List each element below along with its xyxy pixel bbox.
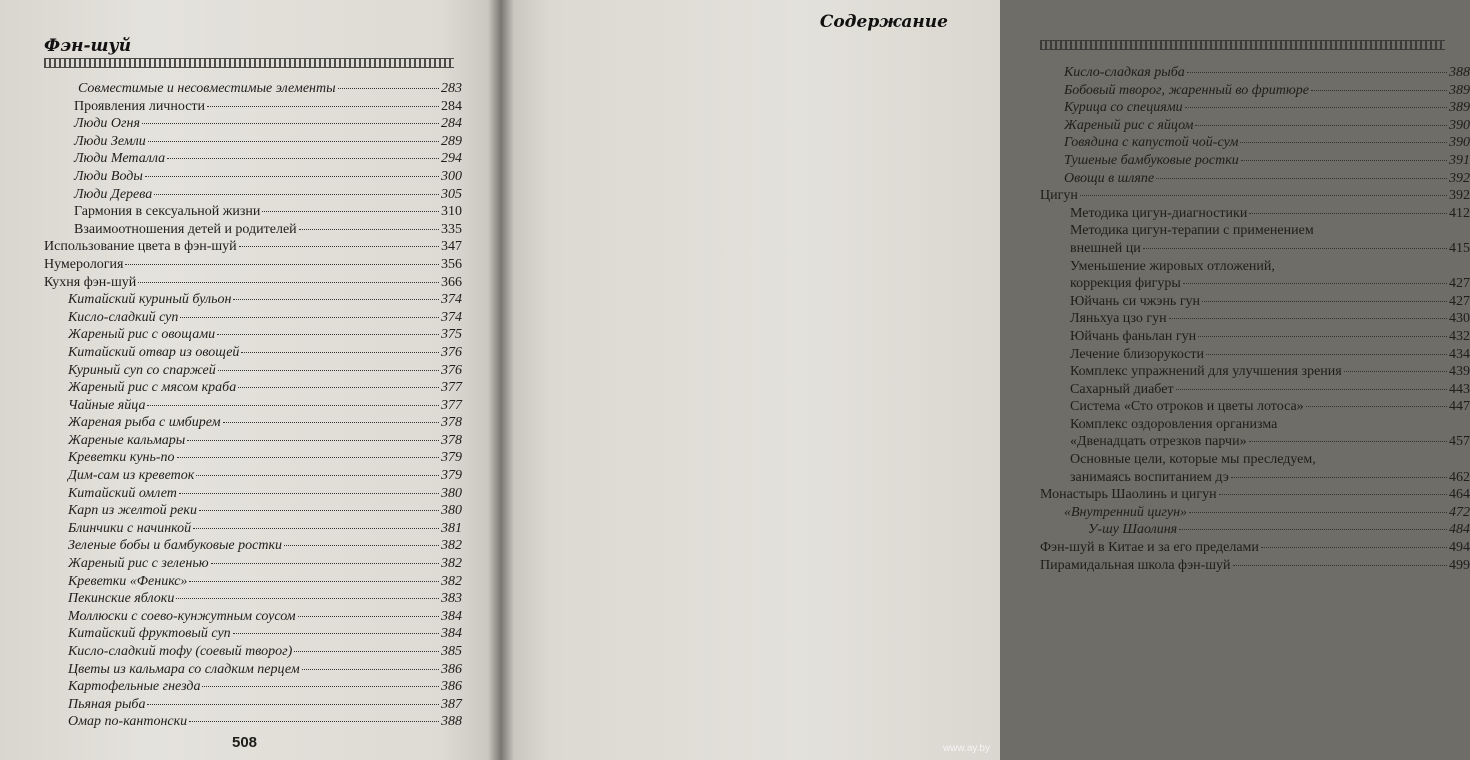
toc-entry-title: Китайский омлет xyxy=(68,485,177,501)
dot-leader xyxy=(211,563,439,564)
toc-entry-page: 376 xyxy=(441,362,462,378)
toc-entry-title: Юйчань фаньлан гун xyxy=(1070,328,1197,344)
toc-entry-title: Проявления личности xyxy=(74,98,206,114)
toc-entry xyxy=(1040,539,1470,557)
toc-entry xyxy=(44,150,462,168)
dot-leader xyxy=(125,264,439,265)
dot-leader xyxy=(189,721,439,722)
toc-entry xyxy=(44,115,462,133)
toc-entry xyxy=(1040,293,1470,311)
dot-leader xyxy=(1231,477,1447,478)
dot-leader xyxy=(302,669,439,670)
dot-leader xyxy=(199,510,439,511)
toc-entry-page: 472 xyxy=(1449,504,1470,520)
toc-entry-title: коррекция фигуры xyxy=(1070,276,1181,292)
toc-entry-page: 378 xyxy=(441,432,462,448)
running-head-left: Фэн-шуй xyxy=(44,36,132,56)
toc-entry xyxy=(44,608,462,626)
dot-leader xyxy=(1143,248,1447,249)
dot-leader xyxy=(1241,160,1447,161)
dot-leader xyxy=(1249,213,1447,214)
dot-leader xyxy=(1189,512,1447,513)
toc-entry-page: 412 xyxy=(1449,205,1470,221)
toc-entry-page: 378 xyxy=(441,415,462,431)
toc-entry-title: Цигун xyxy=(1040,188,1078,204)
toc-entry xyxy=(1040,275,1470,293)
toc-entry-page: 347 xyxy=(441,239,462,255)
toc-entry xyxy=(44,186,462,204)
toc-entry-page: 385 xyxy=(441,644,462,659)
dot-leader xyxy=(176,598,439,599)
toc-entry xyxy=(44,678,462,696)
toc-entry-page: 464 xyxy=(1449,487,1470,503)
toc-entry-page: 389 xyxy=(1449,100,1470,116)
dot-leader xyxy=(1198,336,1447,337)
toc-entry-page: 386 xyxy=(441,679,462,695)
toc-entry xyxy=(1040,346,1470,364)
dot-leader xyxy=(218,370,439,371)
toc-entry xyxy=(44,590,462,608)
toc-entry-page: 335 xyxy=(441,221,462,237)
dot-leader xyxy=(1344,371,1447,372)
ornament-border-left xyxy=(44,58,454,68)
dot-leader xyxy=(1219,494,1447,495)
toc-entry xyxy=(1040,557,1470,575)
toc-entry-page: 283 xyxy=(441,81,462,96)
dot-leader xyxy=(217,334,439,335)
dot-leader xyxy=(1195,125,1447,126)
toc-entry-title: Дим-сам из креветок xyxy=(68,468,195,484)
toc-entry-title: Система «Сто отроков и цветы лотоса» xyxy=(1070,399,1304,415)
toc-entry-title: Куриный суп со спаржей xyxy=(68,362,216,378)
toc-entry-title: Люди Металла xyxy=(74,151,166,167)
toc-entry xyxy=(44,537,462,555)
toc-entry-page: 427 xyxy=(1449,276,1470,292)
toc-entry-page: 390 xyxy=(1449,117,1470,133)
toc-entry-page: 388 xyxy=(441,714,462,730)
toc-entry xyxy=(44,467,462,485)
toc-entry xyxy=(44,309,462,327)
toc-entry xyxy=(1040,170,1470,188)
toc-entry-title: Комплекс упражнений для улучшения зрения xyxy=(1070,364,1342,380)
toc-entry-continuation: Основные цели, которые мы преследуем, xyxy=(1070,452,1316,468)
toc-entry xyxy=(1040,205,1470,223)
toc-entry-page: 392 xyxy=(1449,188,1470,204)
toc-entry-title: Пьяная рыба xyxy=(68,696,146,712)
toc-entry-title: «Внутренний цигун» xyxy=(1064,504,1188,520)
toc-entry xyxy=(1040,521,1470,539)
toc-entry xyxy=(44,291,462,309)
toc-entry-page: 377 xyxy=(441,397,462,413)
toc-entry xyxy=(44,573,462,591)
toc-entry-title: Блинчики с начинкой xyxy=(68,520,192,536)
dot-leader xyxy=(142,123,439,124)
toc-entry-title: Овощи в шляпе xyxy=(1064,170,1155,186)
toc-entry-title: Моллюски с соево-кунжутным соусом xyxy=(68,608,296,624)
toc-entry-title: Кухня фэн-шуй xyxy=(44,274,137,290)
toc-entry xyxy=(44,713,462,731)
dot-leader xyxy=(145,176,439,177)
toc-entry-title: Взаимоотношения детей и родителей xyxy=(74,221,297,237)
dot-leader xyxy=(1080,195,1447,196)
dot-leader xyxy=(148,141,439,142)
toc-entry xyxy=(44,485,462,503)
toc-entry-title: Жареная рыба с имбирем xyxy=(68,415,221,431)
dot-leader xyxy=(1185,107,1447,108)
toc-entry-title: Зеленые бобы и бамбуковые ростки xyxy=(68,538,283,554)
toc-entry xyxy=(44,362,462,380)
page-number: 508 xyxy=(232,734,258,751)
toc-entry-page: 366 xyxy=(441,274,462,290)
toc-entry-page: 443 xyxy=(1449,381,1470,397)
toc-entry xyxy=(1040,310,1470,328)
dot-leader xyxy=(189,581,439,582)
dot-leader xyxy=(202,686,439,687)
dot-leader xyxy=(177,457,439,458)
dot-leader xyxy=(1202,301,1447,302)
toc-entry-title: Жареный рис с овощами xyxy=(68,327,216,343)
toc-entry xyxy=(44,256,462,274)
watermark: www.ay.by xyxy=(942,743,990,754)
toc-entry-page: 383 xyxy=(441,591,462,607)
toc-entry-page: 462 xyxy=(1449,469,1470,485)
toc-entry-page: 388 xyxy=(1449,65,1470,80)
toc-entry-title: Чайные яйца xyxy=(68,397,146,413)
dot-leader xyxy=(262,211,439,212)
dot-leader xyxy=(1240,142,1447,143)
toc-entry-page: 374 xyxy=(441,309,462,325)
toc-entry-title: Тушеные бамбуковые ростки xyxy=(1064,152,1239,168)
toc-entry-page: 382 xyxy=(441,538,462,554)
toc-entry-page: 457 xyxy=(1449,434,1470,450)
toc-entry-title: Кисло-сладкая рыба xyxy=(1064,65,1185,80)
toc-entry-title: Нумерология xyxy=(44,256,124,272)
toc-entry-title: Курица со специями xyxy=(1064,100,1183,116)
toc-entry-title: Бобовый творог, жаренный во фритюре xyxy=(1064,82,1309,98)
dot-leader xyxy=(1187,72,1447,73)
toc-entry-page: 356 xyxy=(441,256,462,272)
dot-leader xyxy=(1179,529,1447,530)
toc-entry-page: 377 xyxy=(441,380,462,396)
toc-entry-page: 284 xyxy=(441,116,462,132)
toc-entry-title: Сахарный диабет xyxy=(1070,381,1174,397)
toc-entry-page: 391 xyxy=(1449,152,1470,168)
toc-entry-title: Пекинские яблоки xyxy=(68,591,175,607)
toc-entry xyxy=(1040,240,1470,258)
dot-leader xyxy=(207,106,439,107)
toc-entry-title: Говядина с капустой чой-сум xyxy=(1064,135,1239,151)
toc-entry-title: Кисло-сладкий тофу (соевый творог) xyxy=(68,644,293,659)
toc-entry xyxy=(1040,117,1470,135)
toc-entry xyxy=(44,625,462,643)
toc-list-left xyxy=(44,80,462,731)
dot-leader xyxy=(233,299,439,300)
dot-leader xyxy=(233,633,439,634)
toc-entry-title: Люди Земли xyxy=(74,133,146,149)
toc-entry-page: 380 xyxy=(441,503,462,519)
dot-leader xyxy=(1206,354,1447,355)
toc-entry-title: Жареный рис с мясом краба xyxy=(68,380,237,396)
dot-leader xyxy=(223,422,439,423)
toc-entry-title: Совместимые и несовместимые элементы xyxy=(78,81,336,96)
dot-leader xyxy=(187,440,439,441)
toc-entry xyxy=(44,397,462,415)
toc-entry xyxy=(1040,99,1470,117)
toc-entry-page: 310 xyxy=(441,204,462,220)
toc-entry xyxy=(44,432,462,450)
toc-entry-page: 386 xyxy=(441,661,462,677)
toc-entry-page: 434 xyxy=(1449,346,1470,362)
dot-leader xyxy=(238,387,439,388)
toc-entry-page: 390 xyxy=(1449,135,1470,151)
toc-entry-page: 392 xyxy=(1449,170,1470,186)
toc-entry xyxy=(44,379,462,397)
dot-leader xyxy=(1261,547,1447,548)
toc-entry-page: 294 xyxy=(441,151,462,167)
toc-entry-page: 384 xyxy=(441,626,462,642)
dot-leader xyxy=(196,475,439,476)
toc-entry xyxy=(44,168,462,186)
toc-entry-title: Карп из желтой реки xyxy=(68,503,197,519)
toc-entry xyxy=(44,133,462,151)
toc-entry-title: Юйчань си чжэнь гун xyxy=(1070,293,1201,309)
dot-leader xyxy=(167,158,439,159)
toc-entry xyxy=(1040,486,1470,504)
dot-leader xyxy=(284,545,439,546)
toc-entry xyxy=(44,274,462,292)
toc-entry-title: У-шу Шаолиня xyxy=(1088,522,1178,538)
toc-entry-title: Лечение близорукости xyxy=(1070,346,1204,362)
dot-leader xyxy=(299,229,439,230)
dot-leader xyxy=(193,528,439,529)
dot-leader xyxy=(1176,389,1447,390)
toc-entry-title: Цветы из кальмара со сладким перцем xyxy=(68,661,300,677)
dot-leader xyxy=(241,352,439,353)
dot-leader xyxy=(1311,90,1447,91)
toc-entry xyxy=(44,221,462,239)
toc-entry xyxy=(44,326,462,344)
dot-leader xyxy=(1156,178,1447,179)
toc-entry-page: 289 xyxy=(441,133,462,149)
toc-entry-page: 387 xyxy=(441,696,462,712)
toc-entry-title: Китайский куриный бульон xyxy=(68,292,232,308)
toc-entry xyxy=(1040,64,1470,82)
running-head-right: Содержание xyxy=(819,12,948,32)
toc-entry-page: 376 xyxy=(441,344,462,360)
toc-entry-title: Люди Дерева xyxy=(74,186,153,202)
toc-entry-page: 415 xyxy=(1449,240,1470,256)
dot-leader xyxy=(338,88,439,89)
toc-entry xyxy=(1040,82,1470,100)
toc-entry xyxy=(1040,398,1470,416)
toc-entry-page: 375 xyxy=(441,327,462,343)
toc-entry-title: Жареные кальмары xyxy=(68,432,186,448)
dot-leader xyxy=(179,493,439,494)
toc-entry xyxy=(1040,469,1470,487)
toc-entry-title: Креветки «Феникс» xyxy=(68,573,188,589)
toc-entry-page: 381 xyxy=(441,520,462,536)
toc-entry xyxy=(44,80,462,98)
toc-entry-page: 427 xyxy=(1449,293,1470,309)
toc-entry xyxy=(44,520,462,538)
left-page xyxy=(0,0,500,760)
dot-leader xyxy=(1249,441,1447,442)
toc-entry xyxy=(1040,152,1470,170)
toc-entry-page: 447 xyxy=(1449,399,1470,415)
book-gutter-shadow xyxy=(488,0,514,760)
dot-leader xyxy=(298,616,439,617)
dot-leader xyxy=(1233,565,1447,566)
toc-entry xyxy=(44,238,462,256)
toc-entry-page: 494 xyxy=(1449,540,1470,556)
toc-entry-title: Креветки кунь-по xyxy=(68,450,175,466)
toc-entry-page: 430 xyxy=(1449,311,1470,327)
toc-entry xyxy=(1040,381,1470,399)
toc-entry xyxy=(1040,328,1470,346)
toc-entry-page: 499 xyxy=(1449,557,1470,573)
toc-entry-page: 432 xyxy=(1449,328,1470,344)
toc-entry-continuation: Комплекс оздоровления организма xyxy=(1070,416,1278,432)
toc-entry-title: Жареный рис с яйцом xyxy=(1064,117,1194,133)
toc-entry xyxy=(44,696,462,714)
toc-entry xyxy=(44,449,462,467)
dot-leader xyxy=(239,246,439,247)
toc-entry-page: 380 xyxy=(441,485,462,501)
toc-entry-page: 389 xyxy=(1449,82,1470,98)
toc-entry-title: Методика цигун-диагностики xyxy=(1070,205,1248,221)
toc-entry xyxy=(44,555,462,573)
toc-entry-title: Китайский фруктовый суп xyxy=(68,626,231,642)
toc-entry-title: Фэн-шуй в Китае и за его пределами xyxy=(1040,540,1259,556)
toc-entry-page: 382 xyxy=(441,573,462,589)
toc-entry-title: Жареный рис с зеленью xyxy=(68,556,209,572)
toc-entry-continuation: Методика цигун-терапии с применением xyxy=(1070,223,1314,239)
toc-entry-page: 305 xyxy=(441,186,462,202)
toc-entry-title: Люди Огня xyxy=(74,116,140,132)
dot-leader xyxy=(1183,283,1447,284)
toc-entry-title: Гармония в сексуальной жизни xyxy=(74,204,261,220)
toc-entry-page: 439 xyxy=(1449,364,1470,380)
dot-leader xyxy=(147,704,439,705)
dot-leader xyxy=(1306,406,1447,407)
toc-entry-page: 382 xyxy=(441,556,462,572)
toc-entry-title: Картофельные гнезда xyxy=(68,679,201,695)
toc-entry-page: 379 xyxy=(441,468,462,484)
toc-entry-title: Омар по-кантонски xyxy=(68,714,188,730)
toc-entry xyxy=(1040,504,1470,522)
toc-entry-continuation: Уменьшение жировых отложений, xyxy=(1070,258,1275,274)
toc-entry xyxy=(1040,134,1470,152)
toc-entry xyxy=(1040,187,1470,205)
toc-entry-title: «Двенадцать отрезков парчи» xyxy=(1070,434,1247,450)
toc-entry xyxy=(44,414,462,432)
right-page xyxy=(500,0,1470,760)
toc-entry xyxy=(1040,433,1470,451)
toc-entry-page: 284 xyxy=(441,98,462,114)
toc-entry-page: 384 xyxy=(441,608,462,624)
dot-leader xyxy=(294,651,439,652)
toc-entry-page: 379 xyxy=(441,450,462,466)
toc-entry xyxy=(44,502,462,520)
toc-entry xyxy=(1040,363,1470,381)
toc-entry xyxy=(44,344,462,362)
toc-entry-title: Люди Воды xyxy=(74,168,143,184)
toc-entry xyxy=(44,643,462,661)
toc-entry-title: внешней ци xyxy=(1070,240,1141,256)
toc-entry-title: Кисло-сладкий суп xyxy=(68,309,179,325)
dot-leader xyxy=(180,317,439,318)
toc-entry-title: Китайский отвар из овощей xyxy=(68,344,240,360)
dot-leader xyxy=(138,282,439,283)
toc-entry-title: Ляньхуа цзо гун xyxy=(1070,311,1167,327)
ornament-border-right xyxy=(1040,40,1445,50)
toc-entry-title: Монастырь Шаолинь и цигун xyxy=(1040,487,1217,503)
toc-entry xyxy=(44,203,462,221)
toc-entry xyxy=(44,661,462,679)
toc-entry-title: занимаясь воспитанием дэ xyxy=(1070,469,1229,485)
toc-entry-title: Пирамидальная школа фэн-шуй xyxy=(1040,557,1231,573)
dot-leader xyxy=(1169,318,1447,319)
toc-entry-page: 374 xyxy=(441,292,462,308)
toc-entry-page: 300 xyxy=(441,168,462,184)
toc-entry-page: 484 xyxy=(1449,522,1470,538)
dot-leader xyxy=(147,405,439,406)
toc-entry-title: Использование цвета в фэн-шуй xyxy=(44,239,237,255)
dot-leader xyxy=(154,194,439,195)
toc-entry xyxy=(44,98,462,116)
toc-list-right xyxy=(1040,64,1470,574)
